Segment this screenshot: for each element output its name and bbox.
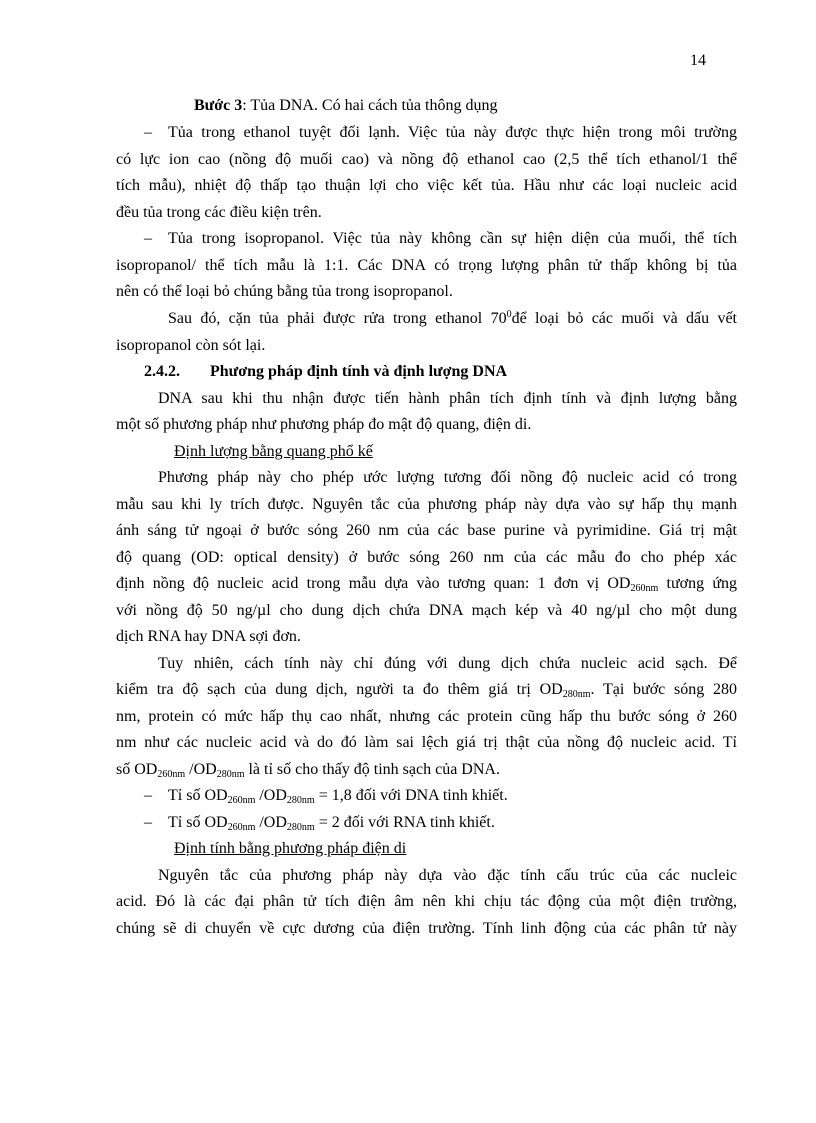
- p6-sub: 280nm: [562, 689, 591, 700]
- p5-line3: ánh sáng tử ngoại ở bước sóng 260 nm của các base purine và pyrimidine. Giá trị mật: [116, 522, 737, 539]
- p6-text-a2: số OD: [116, 761, 158, 778]
- p7-line1: Nguyên tắc của phương pháp này dựa vào đặc tính cấu trúc của các nucleic: [158, 867, 737, 884]
- p7-line3: chúng sẽ di chuyển về cực dương của điện trường. Tính linh động của các phân tử này: [116, 920, 737, 937]
- subheading-electrophoresis: Định tính bằng phương pháp điện di: [174, 840, 407, 857]
- bullet-dash: –: [144, 787, 152, 804]
- p2-line3: nên có thể loại bỏ chúng bằng tủa trong isopropanol.: [116, 283, 453, 300]
- p5-line2: mẫu sau khi ly trích được. Nguyên tắc của phương pháp này dựa vào sự hấp thụ mạnh: [116, 496, 737, 513]
- b2-text-c: = 2 đối với RNA tinh khiết.: [314, 814, 495, 831]
- p5-line6: với nồng độ 50 ng/µl cho dung dịch chứa DNA mạch kép và 40 ng/µl cho một dung: [116, 602, 737, 619]
- step3-text: : Tủa DNA. Có hai cách tủa thông dụng: [242, 97, 498, 114]
- p5-line1: Phương pháp này cho phép ước lượng tương đối nồng độ nucleic acid có trong: [158, 469, 737, 486]
- step3-label: Bước 3: [194, 97, 243, 114]
- bullet-dash: –: [144, 814, 152, 831]
- p6-line5: [116, 757, 500, 784]
- step3-heading: [194, 93, 497, 120]
- bullet-dash: –: [144, 124, 152, 141]
- section-heading: [144, 359, 507, 386]
- p5-line7: dịch RNA hay DNA sợi đơn.: [116, 628, 301, 645]
- p6-text-b: . Tại bước sóng 280: [590, 681, 737, 698]
- section-title: Phương pháp định tính và định lượng DNA: [210, 363, 508, 380]
- p6-line4: nm như các nucleic acid và do đó làm sai lệch giá trị thật của nồng độ nucleic acid. Tỉ: [116, 734, 737, 751]
- p2-line2: isopropanol/ thể tích mẫu là 1:1. Các DNA có trọng lượng phân tử thấp không bị tủa: [116, 257, 737, 274]
- p5-line4: độ quang (OD: optical density) ở bước sóng 260 nm của các mẫu đo cho phép xác: [116, 549, 737, 566]
- p3-text-a: Sau đó, cặn tủa phải được rửa trong ethanol 70: [168, 310, 507, 327]
- p3-line2: isopropanol còn sót lại.: [116, 337, 266, 354]
- p4-line1: DNA sau khi thu nhận được tiến hành phân tích định tính và định lượng bằng: [158, 390, 737, 407]
- p5-line5: [116, 571, 737, 598]
- p1-line2: có lực ion cao (nồng độ muối cao) và nồng độ ethanol cao (2,5 thể tích ethanol/1 thể: [116, 151, 737, 168]
- p5-text-b: tương ứng: [666, 575, 738, 592]
- p5-sub: 260nm: [630, 583, 659, 594]
- bullet-dna-ratio: [168, 783, 508, 810]
- p7-line2: acid. Đó là các đại phân tử tích điện âm nên khi chịu tác động của một điện trường,: [116, 893, 737, 910]
- b1-text-c: = 1,8 đối với DNA tinh khiết.: [314, 787, 508, 804]
- page-number: 14: [690, 52, 706, 69]
- p4-line2: một số phương pháp như phương pháp đo mật độ quang, điện di.: [116, 416, 532, 433]
- b2-sub1: 260nm: [227, 822, 256, 833]
- p6-text-b2: /OD: [185, 761, 217, 778]
- bullet-dash: –: [144, 230, 152, 247]
- p6-text-a: kiểm tra độ sạch của dung dịch, người ta đo thêm giá trị OD: [116, 681, 563, 698]
- b1-text-b: /OD: [255, 787, 287, 804]
- bullet-rna-ratio: [168, 810, 495, 837]
- b2-text-a: Tỉ số OD: [168, 814, 228, 831]
- b1-sub1: 260nm: [227, 795, 256, 806]
- p3-line1: [168, 306, 737, 333]
- b2-text-b: /OD: [255, 814, 287, 831]
- p6-sub2: 280nm: [216, 769, 245, 780]
- p6-sub1: 260nm: [157, 769, 186, 780]
- p2-line1: Tủa trong isopropanol. Việc tủa này không cần sự hiện diện của muối, thể tích: [168, 230, 737, 247]
- p6-line1: Tuy nhiên, cách tính này chỉ đúng với dung dịch chứa nucleic acid sạch. Để: [158, 655, 737, 672]
- p3-text-b: để loại bỏ các muối và dấu vết: [511, 310, 738, 327]
- subheading-quantitative: Định lượng bằng quang phổ kế: [174, 443, 373, 460]
- b1-sub2: 280nm: [286, 795, 315, 806]
- p1-line1: Tủa trong ethanol tuyệt đối lạnh. Việc tủa này được thực hiện trong môi trường: [168, 124, 737, 141]
- p5-text-a: định nồng độ nucleic acid trong mẫu dựa vào tương quan: 1 đơn vị OD: [116, 575, 631, 592]
- p1-line4: đều tủa trong các điều kiện trên.: [116, 204, 322, 221]
- p6-line3: nm, protein có mức hấp thụ cao nhất, nhưng các protein cũng hấp thu bước sóng ở 260: [116, 708, 737, 725]
- b1-text-a: Tỉ số OD: [168, 787, 228, 804]
- p3-degree: 0: [506, 309, 512, 320]
- p6-line2: [116, 677, 737, 704]
- b2-sub2: 280nm: [286, 822, 315, 833]
- p1-line3: tích mẫu), nhiệt độ thấp tạo thuận lợi cho việc kết tủa. Hầu như các loại nucleic acid: [116, 177, 737, 194]
- section-number: 2.4.2.: [144, 363, 180, 380]
- p6-text-c: là tỉ số cho thấy độ tinh sạch của DNA.: [244, 761, 500, 778]
